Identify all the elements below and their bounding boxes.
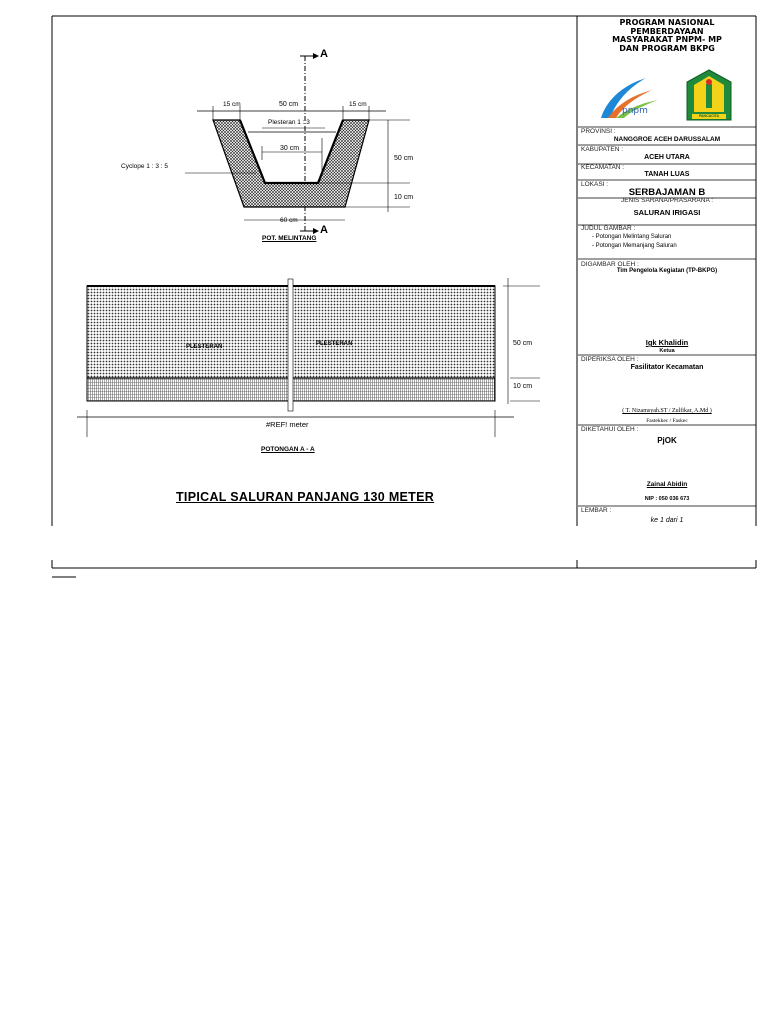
judul-item-1: - Potongan Melintang Saluran: [592, 234, 672, 240]
dim-height: 50 cm: [394, 155, 414, 162]
drawing-title: TIPICAL SALURAN PANJANG 130 METER: [176, 490, 435, 504]
digambar-name: Igk Khalidin: [645, 338, 689, 347]
cyclope-label: Cyclope 1 : 3 : 5: [121, 163, 168, 170]
program-line-2: PEMBERDAYAAN: [630, 26, 704, 36]
diperiksa-names: ( T. Nizamsyah.ST / Zulfikar, A.Md ): [622, 408, 712, 414]
lembar-label: LEMBAR :: [581, 507, 612, 514]
kabupaten-value: ACEH UTARA: [644, 154, 690, 161]
kecamatan-value: TANAH LUAS: [644, 171, 690, 178]
plaster-label-right: PLESTERAN: [316, 341, 353, 347]
section-arrow-icon: [313, 228, 319, 234]
plaster-label: Plesteran 1 : 3: [268, 119, 310, 126]
dim-bottom: 60 cm: [280, 217, 298, 224]
section-marker-top: A: [320, 48, 328, 60]
section-marker-bottom: A: [320, 224, 328, 236]
dim-top-mid: 50 cm: [279, 101, 299, 108]
digambar-role: Ketua: [659, 348, 675, 354]
digambar-label: DIGAMBAR OLEH :: [581, 261, 639, 268]
judul-item-2: - Potongan Memanjang Saluran: [592, 243, 677, 249]
diketahui-label: DIKETAHUI OLEH :: [581, 426, 639, 433]
dim-top-right: 15 cm: [349, 101, 367, 108]
cross-section-drawing: [185, 53, 410, 234]
diketahui-nip: NIP : 050 036 673: [644, 496, 690, 502]
plaster-label-left: PLESTERAN: [186, 344, 223, 350]
diperiksa-roles: Fastekkec / Faskec: [646, 418, 688, 424]
provinsi-label: PROVINSI :: [581, 128, 616, 135]
jenis-label: JENIS SARANA/PRASARANA :: [620, 197, 714, 204]
regency-emblem: [684, 68, 734, 124]
judul-label: JUDUL GAMBAR :: [581, 225, 636, 232]
pnpm-logo: [598, 72, 670, 122]
kabupaten-label: KABUPATEN :: [581, 146, 624, 153]
provinsi-value: NANGGROE ACEH DARUSSALAM: [613, 136, 721, 143]
diketahui-name: Zainal Abidin: [646, 481, 688, 488]
diketahui-value: PjOK: [657, 436, 677, 445]
long-section-drawing: [77, 278, 540, 437]
digambar-value: Tim Pengelola Kegiatan (TP-BKPG): [616, 268, 718, 274]
diperiksa-label: DIPERIKSA OLEH :: [581, 356, 639, 363]
dim-top-left: 15 cm: [223, 101, 241, 108]
program-line-4: DAN PROGRAM BKPG: [619, 43, 715, 53]
program-line-1: PROGRAM NASIONAL: [619, 18, 715, 27]
dim-base: 10 cm: [394, 194, 414, 201]
pnpm-logo-text: pnpm: [622, 106, 648, 116]
lokasi-label: LOKASI :: [581, 181, 609, 188]
lokasi-value: SERBAJAMAN B: [628, 187, 706, 198]
emblem-text: PANCACITA: [698, 114, 720, 118]
long-section-caption: POTONGAN A - A: [261, 446, 315, 453]
long-dim-height: 50 cm: [513, 340, 533, 347]
program-header: [578, 19, 756, 53]
dim-inner-bottom: 30 cm: [280, 145, 300, 152]
jenis-value: SALURAN IRIGASI: [633, 208, 701, 217]
section-arrow-icon: [313, 53, 319, 59]
lembar-value: ke 1 dari 1: [650, 517, 684, 524]
kecamatan-label: KECAMATAN :: [581, 164, 625, 171]
diperiksa-value: Fasilitator Kecamatan: [630, 364, 704, 371]
program-line-3: MASYARAKAT PNPM- MP: [612, 35, 722, 44]
length-label: #REF! meter: [266, 420, 309, 429]
cross-section-caption: POT. MELINTANG: [262, 235, 317, 242]
long-dim-base: 10 cm: [513, 383, 533, 390]
